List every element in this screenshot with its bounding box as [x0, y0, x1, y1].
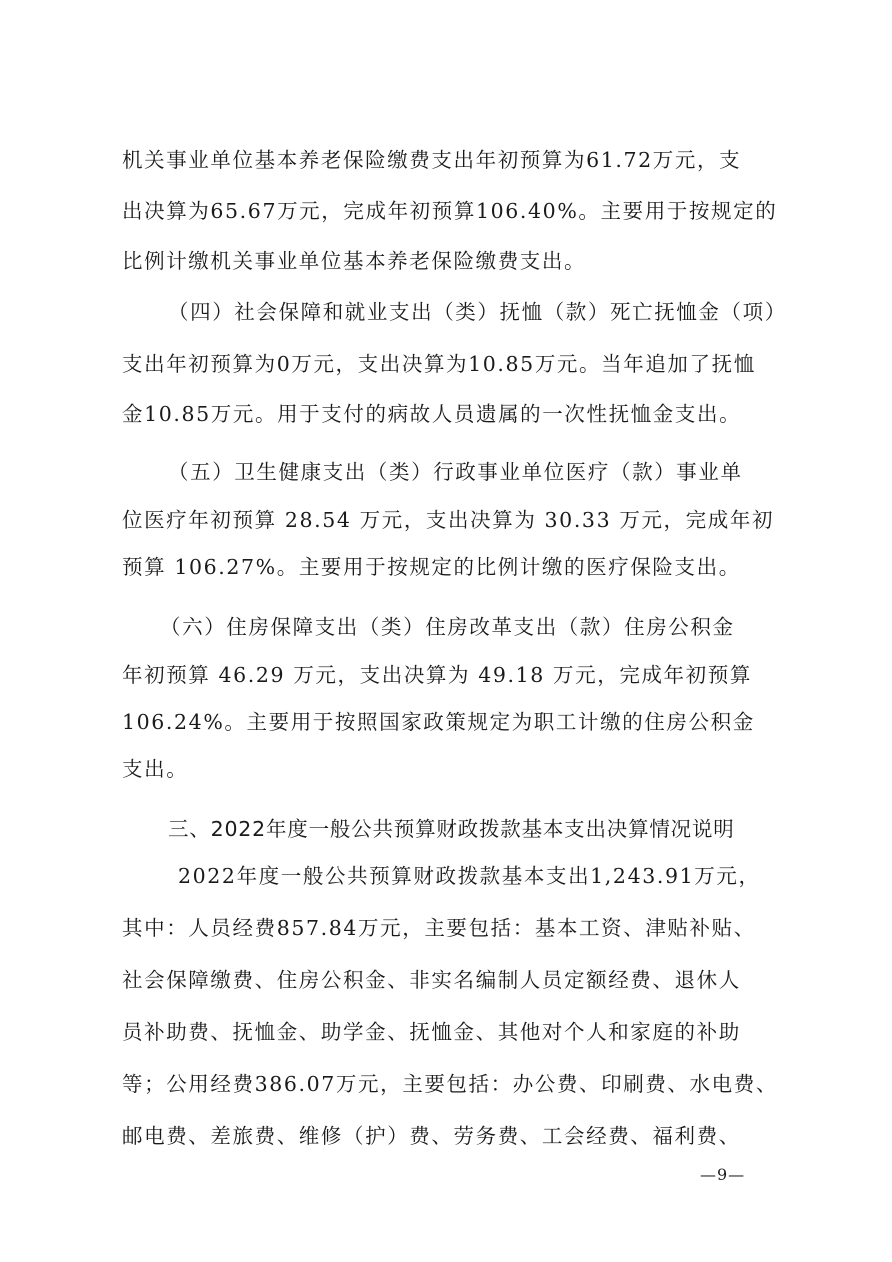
paragraph-line: 等；公用经费386.07万元，主要包括：办公费、印刷费、水电费、 [122, 1072, 778, 1096]
paragraph-line: 员补助费、抚恤金、助学金、抚恤金、其他对个人和家庭的补助 [122, 1020, 741, 1044]
paragraph-line: 机关事业单位基本养老保险缴费支出年初预算为61.72万元，支 [122, 148, 742, 172]
paragraph-line: 支出年初预算为0万元，支出决算为10.85万元。当年追加了抚恤 [122, 352, 756, 376]
paragraph-line: 2022年度一般公共预算财政拨款基本支出1,243.91万元， [178, 864, 761, 888]
paragraph-line: 金10.85万元。用于支付的病故人员遗属的一次性抚恤金支出。 [122, 402, 742, 426]
paragraph-line: （四）社会保障和就业支出（类）抚恤（款）死亡抚恤金（项） [168, 300, 787, 324]
paragraph-line: 位医疗年初预算 28.54 万元，支出决算为 30.33 万元，完成年初 [122, 508, 775, 532]
paragraph-line: （六）住房保障支出（类）住房改革支出（款）住房公积金 [160, 615, 735, 639]
paragraph-line: 出决算为65.67万元，完成年初预算106.40%。主要用于按规定的 [122, 199, 778, 223]
section-heading: 三、2022年度一般公共预算财政拨款基本支出决算情况说明 [168, 817, 735, 841]
page-number: —9— [700, 1165, 746, 1184]
paragraph-line: 106.24%。主要用于按照国家政策规定为职工计缴的住房公积金 [122, 710, 755, 734]
paragraph-line: 邮电费、差旅费、维修（护）费、劳务费、工会经费、福利费、 [122, 1124, 741, 1148]
paragraph-line: 社会保障缴费、住房公积金、非实名编制人员定额经费、退休人 [122, 968, 741, 992]
paragraph-line: 支出。 [122, 757, 189, 781]
paragraph-line: 年初预算 46.29 万元，支出决算为 49.18 万元，完成年初预算 [122, 663, 752, 687]
paragraph-line: 比例计缴机关事业单位基本养老保险缴费支出。 [122, 249, 587, 273]
paragraph-line: 其中：人员经费857.84万元，主要包括：基本工资、津贴补贴、 [122, 916, 756, 940]
paragraph-line: 预算 106.27%。主要用于按规定的比例计缴的医疗保险支出。 [122, 555, 741, 579]
paragraph-line: （五）卫生健康支出（类）行政事业单位医疗（款）事业单 [168, 460, 743, 484]
